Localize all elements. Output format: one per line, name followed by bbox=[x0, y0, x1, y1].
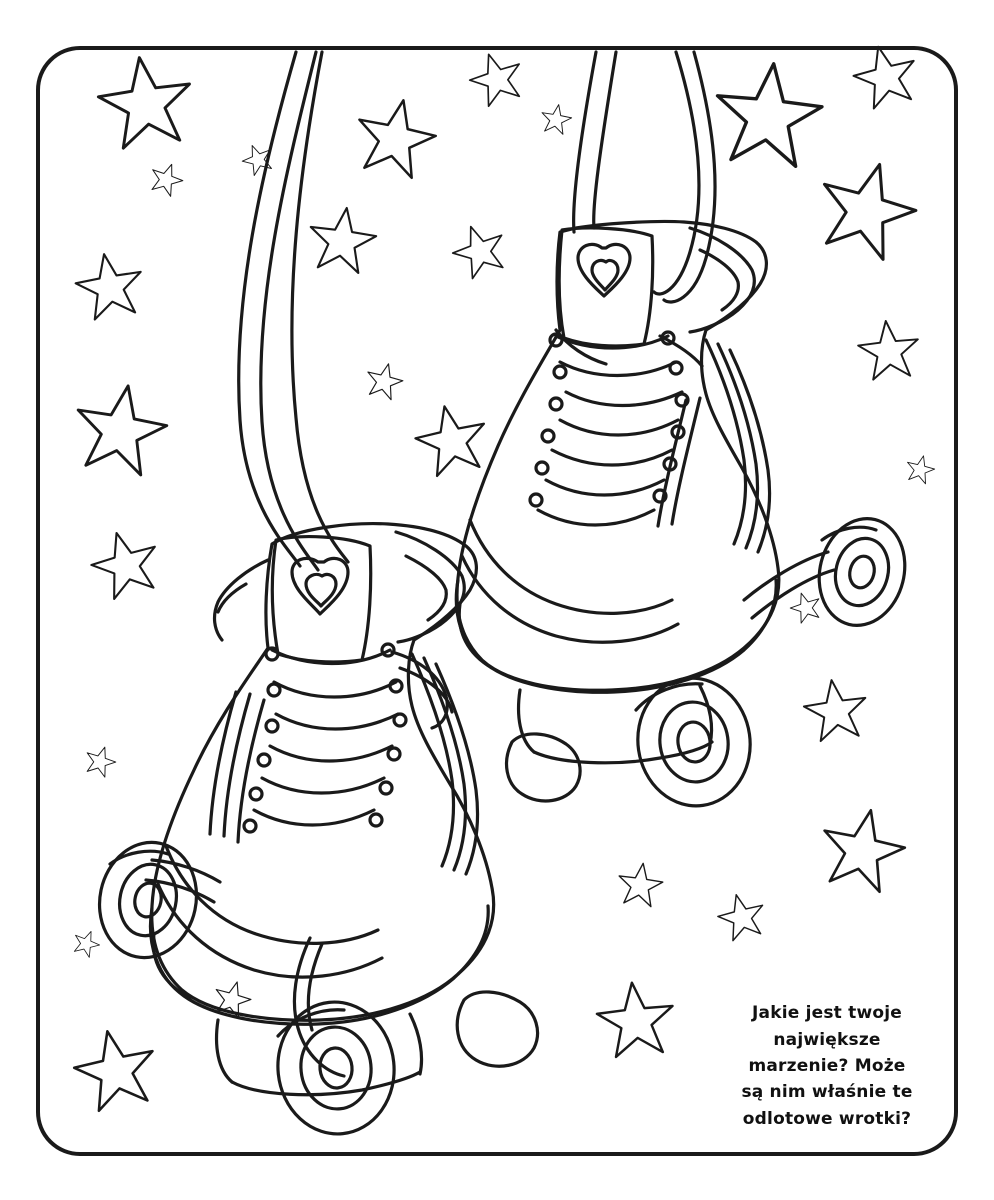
caption-line-2: największe bbox=[773, 1029, 881, 1050]
wheel-back-2 bbox=[630, 671, 759, 813]
caption-text bbox=[712, 1000, 942, 1132]
toe-stop-back bbox=[507, 734, 581, 801]
stars-decoration bbox=[68, 39, 937, 1114]
caption-line-1: Jakie jest twoje bbox=[752, 1003, 902, 1024]
laces-front bbox=[244, 644, 452, 1076]
tongue-front bbox=[272, 537, 370, 662]
line-art-group bbox=[68, 39, 937, 1139]
roller-skate-front bbox=[89, 524, 538, 1140]
wheel-front-1 bbox=[89, 833, 207, 966]
hanging-laces bbox=[239, 52, 715, 570]
caption-line-5: odlotowe wrotki? bbox=[742, 1108, 912, 1129]
caption-line-4: są nim właśnie te bbox=[741, 1082, 913, 1103]
toe-stop-front bbox=[457, 992, 537, 1066]
roller-skate-back bbox=[456, 221, 916, 813]
caption-line-3: marzenie? Może bbox=[748, 1055, 906, 1076]
